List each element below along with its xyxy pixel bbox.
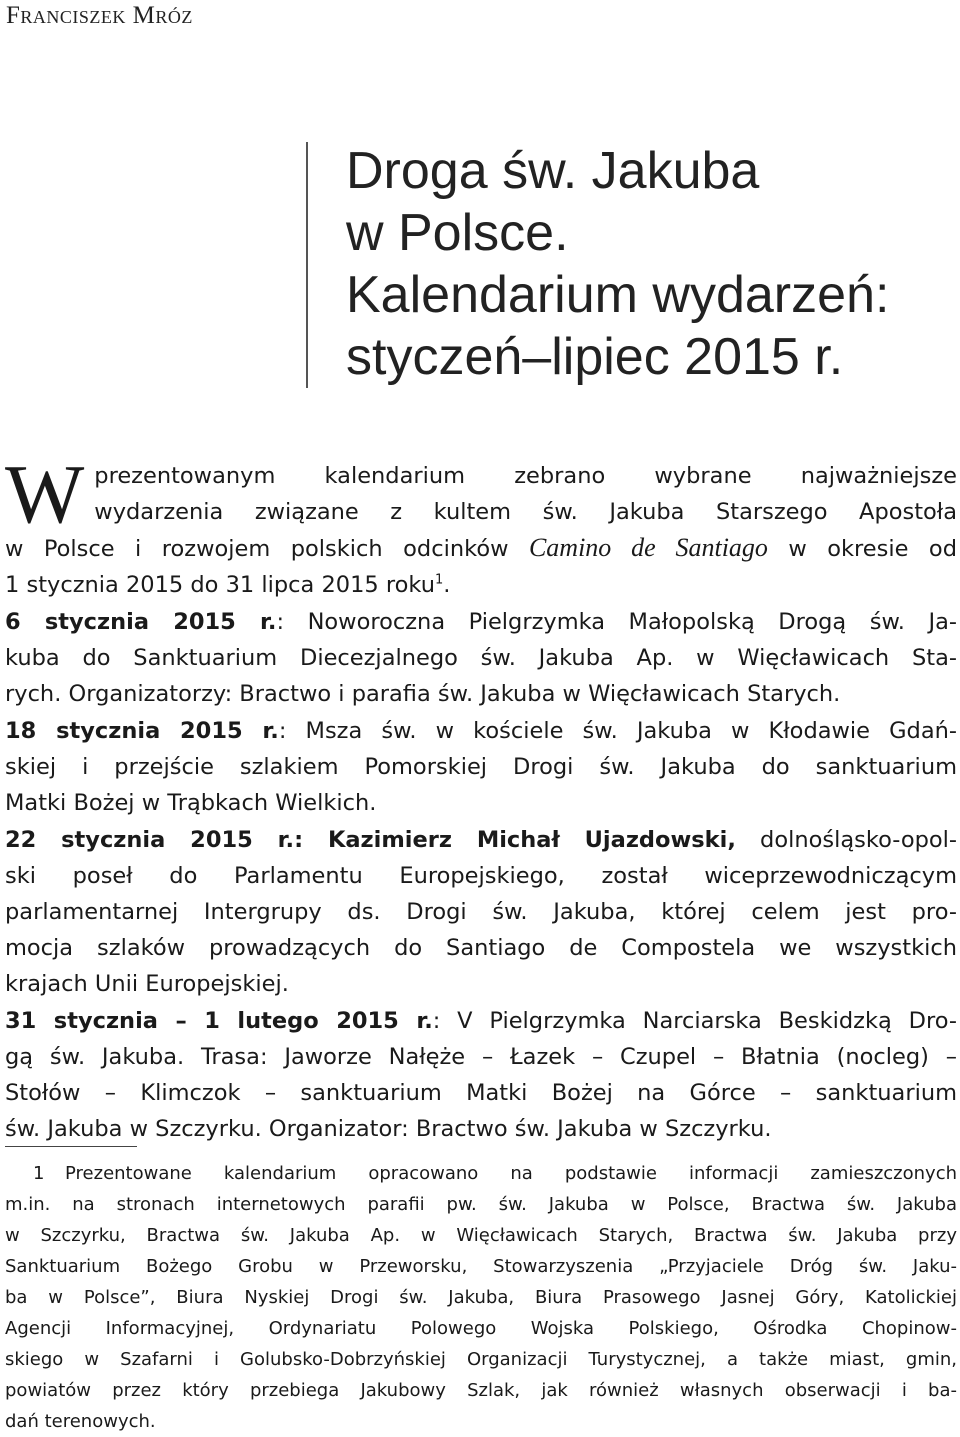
text-fragment: Prezentowane kalendarium opracowano na podstawie informacji zamieszczonych	[65, 1163, 957, 1184]
person-name: Kazimierz Michał Ujazdowski,	[327, 827, 736, 853]
text-line: Agencji Informacyjnej, Ordynariatu Polowego Wojska Polskiego, Ośrodka Chopinow-	[5, 1318, 957, 1339]
calendar-entry	[5, 713, 957, 821]
article-title	[346, 140, 889, 388]
text-line: kuba do Sanktuarium Diecezjalnego św. Jakuba Ap. w Więcławicach Sta-	[5, 645, 957, 671]
calendar-entry	[5, 1003, 957, 1147]
text-line: św. Jakuba w Szczyrku. Organizator: Bractwo św. Jakuba w Szczyrku.	[5, 1116, 772, 1142]
text-line: Stołów – Klimczok – sanktuarium Matki Bożej na Górce – sanktuarium	[5, 1080, 957, 1106]
text-line: Matki Bożej w Trąbkach Wielkich.	[5, 790, 377, 816]
text-line	[5, 713, 957, 749]
text-line: w Szczyrku, Bractwa św. Jakuba Ap. w Więcławicach Starych, Bractwa św. Jakuba przy	[5, 1225, 957, 1246]
drop-cap: W	[5, 458, 85, 530]
text-line	[5, 530, 957, 567]
intro-paragraph	[5, 458, 957, 530]
text-line: ba w Polsce”, Biura Nyskiej Drogi św. Jakuba, Biura Prasowego Jasnej Góry, Katolickiej	[5, 1287, 957, 1308]
calendar-entry	[5, 604, 957, 712]
text-fragment: w Polsce i rozwojem polskich odcinków	[5, 536, 529, 562]
article-body	[5, 458, 957, 1147]
text-line	[5, 822, 957, 858]
text-line: parlamentarnej Intergrupy ds. Drogi św. Jakuba, której celem jest pro-	[5, 899, 957, 925]
calendar-entry	[5, 822, 957, 1002]
text-line	[5, 567, 957, 603]
footnote-number: 1	[33, 1163, 45, 1184]
title-line: Droga św. Jakuba	[346, 142, 760, 200]
text-fragment: 1 stycznia 2015 do 31 lipca 2015 roku	[5, 572, 435, 598]
text-fragment: : Msza św. w kościele św. Jakuba w Kłodawie Gdań-	[278, 718, 957, 744]
text-line	[5, 1003, 957, 1039]
title-line: styczeń–lipiec 2015 r.	[346, 328, 844, 386]
entry-date: 18 stycznia 2015 r.	[5, 718, 279, 744]
text-fragment: :	[294, 827, 328, 853]
text-line: ski poseł do Parlamentu Europejskiego, został wiceprzewodniczącym	[5, 863, 957, 889]
text-line: wydarzenia związane z kultem św. Jakuba Starszego Apostoła	[94, 499, 957, 525]
entry-date: 31 stycznia – 1 lutego 2015 r.	[5, 1008, 433, 1034]
text-fragment: w okresie od	[767, 536, 957, 562]
title-vertical-rule	[306, 142, 308, 388]
text-line: dań terenowych.	[5, 1411, 156, 1432]
text-fragment: : Noworoczna Pielgrzymka Małopolską Drogą św. Ja-	[276, 609, 957, 635]
text-fragment: .	[443, 572, 451, 598]
title-line: w Polsce.	[346, 204, 569, 262]
italic-term: Camino de Santiago	[528, 533, 768, 562]
footnote	[5, 1158, 957, 1437]
text-line: powiatów przez który przebiega Jakubowy Szlak, jak również własnych obserwacji i ba-	[5, 1380, 957, 1401]
title-line: Kalendarium wydarzeń:	[346, 266, 890, 324]
text-line	[5, 1158, 957, 1189]
text-line: skiej i przejście szlakiem Pomorskiej Drogi św. Jakuba do sanktuarium	[5, 754, 957, 780]
author-header: Franciszek Mróz	[6, 2, 193, 29]
text-line: gą św. Jakuba. Trasa: Jaworze Nałęże – Łazek – Czupel – Błatnia (nocleg) –	[5, 1044, 957, 1070]
text-line: Sanktuarium Bożego Grobu w Przeworsku, Stowarzyszenia „Przyjaciele Dróg św. Jaku-	[5, 1256, 957, 1277]
text-fragment: : V Pielgrzymka Narciarska Beskidzką Dro-	[432, 1008, 958, 1034]
entry-date: 22 stycznia 2015 r.	[5, 827, 295, 853]
footnote-reference[interactable]: 1	[434, 572, 444, 588]
footnote-separator	[5, 1146, 137, 1147]
text-line: prezentowanym kalendarium zebrano wybrane najważniejsze	[94, 463, 957, 489]
text-line: rych. Organizatorzy: Bractwo i parafia św. Jakuba w Więcławicach Starych.	[5, 681, 841, 707]
text-line: skiego w Szafarni i Golubsko-Dobrzyńskiej Organizacji Turystycznej, a także miast, gmin,	[5, 1349, 957, 1370]
text-line: krajach Unii Europejskiej.	[5, 971, 289, 997]
entry-date: 6 stycznia 2015 r.	[5, 609, 277, 635]
text-line	[5, 604, 957, 640]
text-line: mocja szlaków prowadzących do Santiago de Compostela we wszystkich	[5, 935, 957, 961]
text-line: m.in. na stronach internetowych parafii pw. św. Jakuba w Polsce, Bractwa św. Jakuba	[5, 1194, 957, 1215]
text-fragment: dolnośląsko-opol-	[735, 827, 957, 853]
